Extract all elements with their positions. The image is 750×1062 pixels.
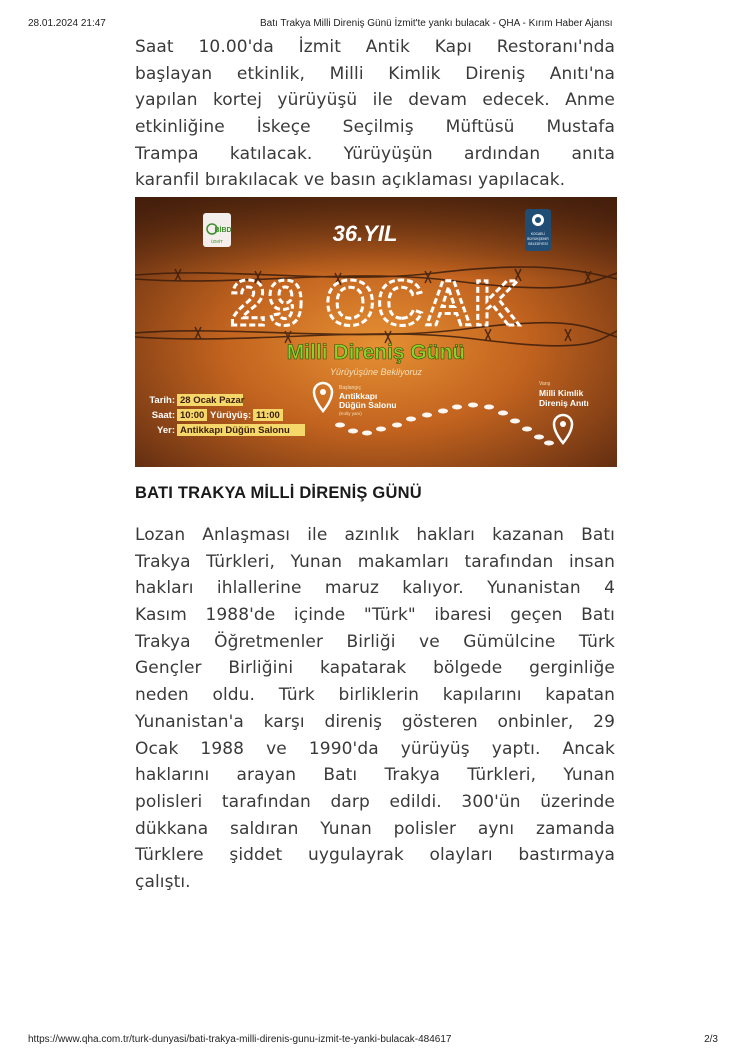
svg-text:İZMİT: İZMİT — [211, 239, 223, 244]
paragraph-line: Lozan Anlaşması ile azınlık hakları kazanan Batı — [135, 525, 615, 545]
svg-text:10:00: 10:00 — [180, 410, 205, 421]
svg-text:(Kolty yanı): (Kolty yanı) — [339, 411, 362, 416]
print-page-title: Batı Trakya Milli Direniş Günü İzmit'te yankı bulacak - QHA - Kırım Haber Ajansı — [260, 18, 613, 29]
svg-text:Direniş Anıtı: Direniş Anıtı — [539, 398, 589, 408]
paragraph-line: hakları ihlallerine maruz kalıyor. Yunanistan 4 — [135, 578, 615, 599]
svg-text:Milli Kimlik: Milli Kimlik — [539, 388, 584, 398]
svg-text:BİBD: BİBD — [214, 227, 232, 234]
banner-headline: 29 OCAK — [230, 267, 522, 339]
intro-paragraph — [135, 34, 615, 194]
paragraph-line: başlayan etkinlik, Milli Kimlik Direniş Anıtı'na — [135, 63, 615, 84]
svg-text:Varış: Varış — [539, 381, 551, 387]
svg-text:BÜYÜKŞEHİR: BÜYÜKŞEHİR — [527, 237, 549, 241]
banner-tagline: Yürüyüşüne Bekliyoruz — [329, 367, 423, 377]
paragraph-line: Türklere şiddet uygulayrak olayları bastırmaya — [135, 845, 615, 866]
svg-text:Antikkapı: Antikkapı — [339, 391, 378, 401]
paragraph-line: karanfil bırakılacak ve basın açıklaması yapılacak. — [135, 170, 566, 191]
paragraph-line: haklarını arayan Batı Trakya Türkleri, Yunan — [135, 765, 615, 786]
print-page-number: 2/3 — [704, 1034, 718, 1045]
paragraph-line: polisleri tarafından darp edildi. 300'ün üzerinde — [135, 791, 615, 812]
history-paragraph — [135, 522, 615, 896]
svg-text:Antikkapı Düğün Salonu: Antikkapı Düğün Salonu — [180, 425, 290, 436]
section-title: BATI TRAKYA MİLLİ DİRENİŞ GÜNÜ — [135, 484, 422, 502]
paragraph-line: Kasım 1988'de içinde "Türk" ibaresi geçen Batı — [135, 605, 615, 626]
paragraph-line: Yunanistan'a karşı direniş gösteren onbinler, 29 — [135, 711, 615, 732]
svg-text:Tarih:: Tarih: — [149, 395, 175, 406]
paragraph-line: neden oldu. Türk birliklerin kapılarını kapatan — [135, 685, 615, 706]
svg-text:28 Ocak Pazar: 28 Ocak Pazar — [180, 395, 245, 406]
svg-text:BELEDİYESİ: BELEDİYESİ — [528, 242, 548, 246]
paragraph-line: Saat 10.00'da İzmit Antik Kapı Restoranı'nda — [135, 37, 615, 57]
paragraph-line: etkinliğine İskeçe Seçilmiş Müftüsü Mustafa — [135, 117, 615, 138]
paragraph-line: çalıştı. — [135, 871, 191, 892]
print-datetime: 28.01.2024 21:47 — [28, 18, 106, 29]
paragraph-line: Gençler Birliğini kapatarak bölgede gerginliğe — [135, 658, 615, 679]
svg-text:Düğün Salonu: Düğün Salonu — [339, 400, 397, 410]
svg-text:KOCAELİ: KOCAELİ — [530, 232, 546, 236]
banner-subheadline: Milli Direniş Günü — [286, 341, 466, 364]
municipality-logo — [525, 209, 551, 251]
paragraph-line: Ocak 1988 ve 1990'da yürüyüş yaptı. Ancak — [135, 738, 615, 759]
event-banner-image — [135, 197, 617, 467]
paragraph-line: yapılan kortej yürüyüşü ile devam edecek. Anme — [135, 90, 615, 111]
svg-text:Saat:: Saat: — [151, 410, 175, 421]
svg-text:Başlangıç: Başlangıç — [339, 385, 361, 391]
svg-text:Yer:: Yer: — [157, 425, 175, 436]
paragraph-line: Trampa katılacak. Yürüyüşün ardından anıta — [135, 143, 615, 164]
svg-text:Yürüyüş:: Yürüyüş: — [210, 410, 252, 421]
paragraph-line: dükkana saldıran Yunan polisler aynı zamanda — [135, 818, 615, 839]
anniversary-label: 36.YIL — [332, 221, 398, 246]
print-url: https://www.qha.com.tr/turk-dunyasi/bati-trakya-milli-direnis-gunu-izmit-te-yanki-bulacak-484617 — [28, 1034, 452, 1045]
bibd-logo — [203, 213, 232, 247]
paragraph-line: Trakya Türkleri, Yunan makamları tarafından insan — [135, 551, 615, 572]
paragraph-line: Trakya Öğretmenler Birliği ve Gümülcine Türk — [135, 631, 615, 652]
svg-text:11:00: 11:00 — [256, 410, 280, 421]
